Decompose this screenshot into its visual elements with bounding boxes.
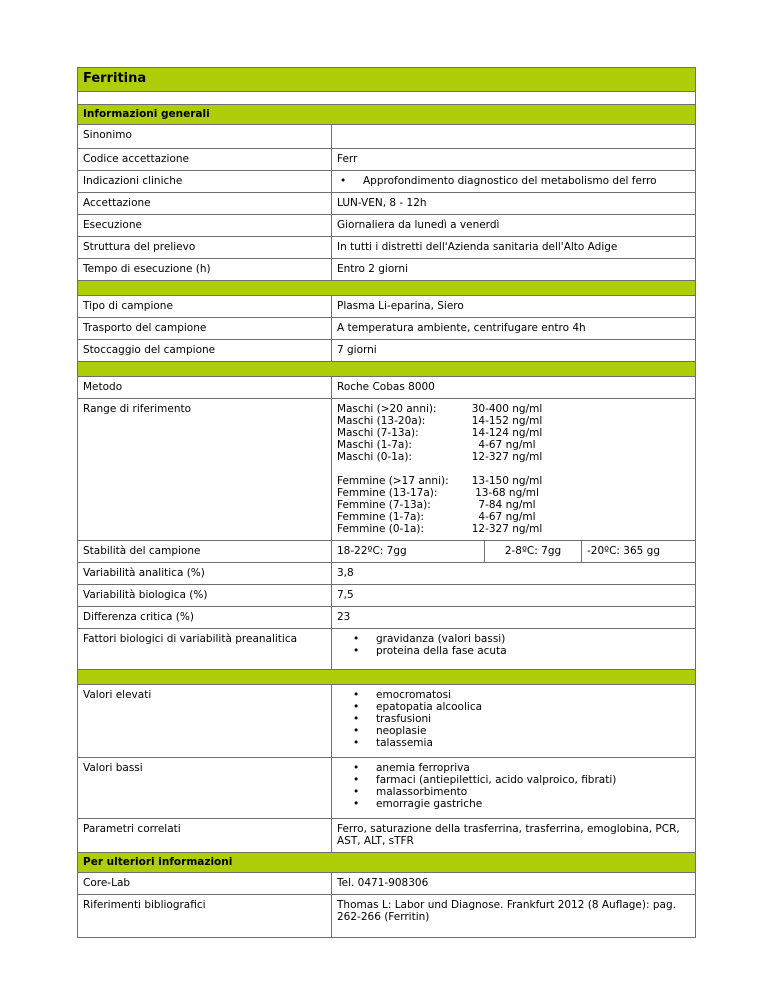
- list-item: • malassorbimento: [350, 786, 690, 798]
- section-divider: [78, 670, 696, 685]
- list-item: • trasfusioni: [350, 713, 690, 725]
- value-tempo: Entro 2 giorni: [332, 259, 696, 281]
- label-stoccaggio: Stoccaggio del campione: [78, 340, 332, 362]
- row-sinonimo: [78, 125, 696, 149]
- value-diff-critica: 23: [332, 607, 696, 629]
- fattori-list: [350, 633, 690, 657]
- row-valori-elevati: [78, 685, 696, 758]
- label-valori-bassi: Valori bassi: [78, 758, 332, 819]
- row-struttura: [78, 237, 696, 259]
- ref-range-row: Femmine (7-13a): 7-84 ng/ml: [337, 499, 536, 511]
- list-item: • anemia ferropriva: [350, 762, 690, 774]
- ref-range-row: Femmine (>17 anni): 13-150 ng/ml: [337, 475, 543, 487]
- label-indicazioni: Indicazioni cliniche: [78, 171, 332, 193]
- value-stoccaggio: 7 giorni: [332, 340, 696, 362]
- row-accettazione: [78, 193, 696, 215]
- row-tipo-campione: [78, 296, 696, 318]
- row-codice: [78, 149, 696, 171]
- section-more-heading: Per ulteriori informazioni: [78, 853, 696, 873]
- label-codice: Codice accettazione: [78, 149, 332, 171]
- label-valori-elevati: Valori elevati: [78, 685, 332, 758]
- value-riferimenti: Thomas L: Labor und Diagnose. Frankfurt 2012 (8 Auflage): pag. 262-266 (Ferritin): [332, 895, 696, 938]
- list-item: • emorragie gastriche: [350, 798, 690, 810]
- value-var-biologica: 7,5: [332, 585, 696, 607]
- ref-range-row: Maschi (0-1a): 12-327 ng/ml: [337, 451, 543, 463]
- value-indicazioni: [332, 171, 696, 193]
- row-var-analitica: [78, 563, 696, 585]
- value-tipo-campione: Plasma Li-eparina, Siero: [332, 296, 696, 318]
- value-corelab: Tel. 0471-908306: [332, 873, 696, 895]
- label-riferimenti: Riferimenti bibliografici: [78, 895, 332, 938]
- list-item: • Approfondimento diagnostico del metabolismo del ferro: [337, 175, 690, 187]
- valori-bassi-list: [350, 762, 690, 810]
- label-sinonimo: Sinonimo: [78, 125, 332, 149]
- label-var-biologica: Variabilità biologica (%): [78, 585, 332, 607]
- ref-range-row: Femmine (0-1a): 12-327 ng/ml: [337, 523, 543, 535]
- value-esecuzione: Giornaliera da lunedì a venerdì: [332, 215, 696, 237]
- row-riferimenti: [78, 895, 696, 938]
- value-accettazione: LUN-VEN, 8 - 12h: [332, 193, 696, 215]
- ferritina-info-sheet: [77, 67, 696, 938]
- value-range: [332, 399, 696, 541]
- row-esecuzione: [78, 215, 696, 237]
- list-item: • talassemia: [350, 737, 690, 749]
- ref-range-row: Maschi (1-7a): 4-67 ng/ml: [337, 439, 536, 451]
- list-item: • emocromatosi: [350, 689, 690, 701]
- label-range: Range di riferimento: [78, 399, 332, 541]
- ref-range-row: Femmine (13-17a): 13-68 ng/ml: [337, 487, 539, 499]
- stability-freezer: -20ºC: 365 gg: [587, 545, 661, 557]
- value-correlati: Ferro, saturazione della trasferrina, trasferrina, emoglobina, PCR, AST, ALT, sTFR: [332, 819, 696, 853]
- row-diff-critica: [78, 607, 696, 629]
- value-metodo: Roche Cobas 8000: [332, 377, 696, 399]
- row-range: [78, 399, 696, 541]
- value-valori-elevati: [332, 685, 696, 758]
- ref-range-row: Femmine (1-7a): 4-67 ng/ml: [337, 511, 536, 523]
- label-diff-critica: Differenza critica (%): [78, 607, 332, 629]
- label-tipo-campione: Tipo di campione: [78, 296, 332, 318]
- row-stabilita: [78, 541, 696, 563]
- label-corelab: Core-Lab: [78, 873, 332, 895]
- value-valori-bassi: [332, 758, 696, 819]
- value-trasporto: A temperatura ambiente, centrifugare entro 4h: [332, 318, 696, 340]
- row-corelab: [78, 873, 696, 895]
- label-correlati: Parametri correlati: [78, 819, 332, 853]
- label-struttura: Struttura del prelievo: [78, 237, 332, 259]
- title-row: [78, 68, 696, 92]
- section-divider: [78, 281, 696, 296]
- row-trasporto: [78, 318, 696, 340]
- label-var-analitica: Variabilità analitica (%): [78, 563, 332, 585]
- row-stoccaggio: [78, 340, 696, 362]
- ref-range-row: Maschi (13-20a): 14-152 ng/ml: [337, 415, 543, 427]
- section-divider: [78, 362, 696, 377]
- page-title: Ferritina: [78, 68, 696, 92]
- stability-room-temp: 18-22ºC: 7gg: [332, 541, 485, 562]
- info-table: [77, 67, 696, 938]
- row-indicazioni: [78, 171, 696, 193]
- row-var-biologica: [78, 585, 696, 607]
- value-sinonimo: [332, 125, 696, 149]
- indicazioni-list: [337, 175, 690, 187]
- spacer-row: [78, 92, 696, 105]
- value-var-analitica: 3,8: [332, 563, 696, 585]
- list-item: • gravidanza (valori bassi): [350, 633, 690, 645]
- label-fattori: Fattori biologici di variabilità preanalitica: [78, 629, 332, 670]
- stability-fridge: 2-8ºC: 7gg: [485, 541, 582, 562]
- list-item: • epatopatia alcoolica: [350, 701, 690, 713]
- value-fattori: [332, 629, 696, 670]
- list-item: • proteina della fase acuta: [350, 645, 690, 657]
- value-struttura: In tutti i distretti dell'Azienda sanitaria dell'Alto Adige: [332, 237, 696, 259]
- section-more-row: [78, 853, 696, 873]
- list-item: • farmaci (antiepilettici, acido valproico, fibrati): [350, 774, 690, 786]
- valori-elevati-list: [350, 689, 690, 749]
- row-metodo: [78, 377, 696, 399]
- row-tempo: [78, 259, 696, 281]
- label-stabilita: Stabilità del campione: [78, 541, 332, 563]
- section-general-heading: Informazioni generali: [78, 105, 696, 125]
- ref-range-row: Maschi (>20 anni): 30-400 ng/ml: [337, 403, 543, 415]
- label-tempo: Tempo di esecuzione (h): [78, 259, 332, 281]
- ref-range-row: Maschi (7-13a): 14-124 ng/ml: [337, 427, 543, 439]
- row-valori-bassi: [78, 758, 696, 819]
- row-correlati: [78, 819, 696, 853]
- row-fattori: [78, 629, 696, 670]
- label-metodo: Metodo: [78, 377, 332, 399]
- list-item: • neoplasie: [350, 725, 690, 737]
- label-trasporto: Trasporto del campione: [78, 318, 332, 340]
- label-accettazione: Accettazione: [78, 193, 332, 215]
- value-stabilita: [332, 541, 696, 563]
- value-codice: Ferr: [332, 149, 696, 171]
- section-general-row: [78, 105, 696, 125]
- label-esecuzione: Esecuzione: [78, 215, 332, 237]
